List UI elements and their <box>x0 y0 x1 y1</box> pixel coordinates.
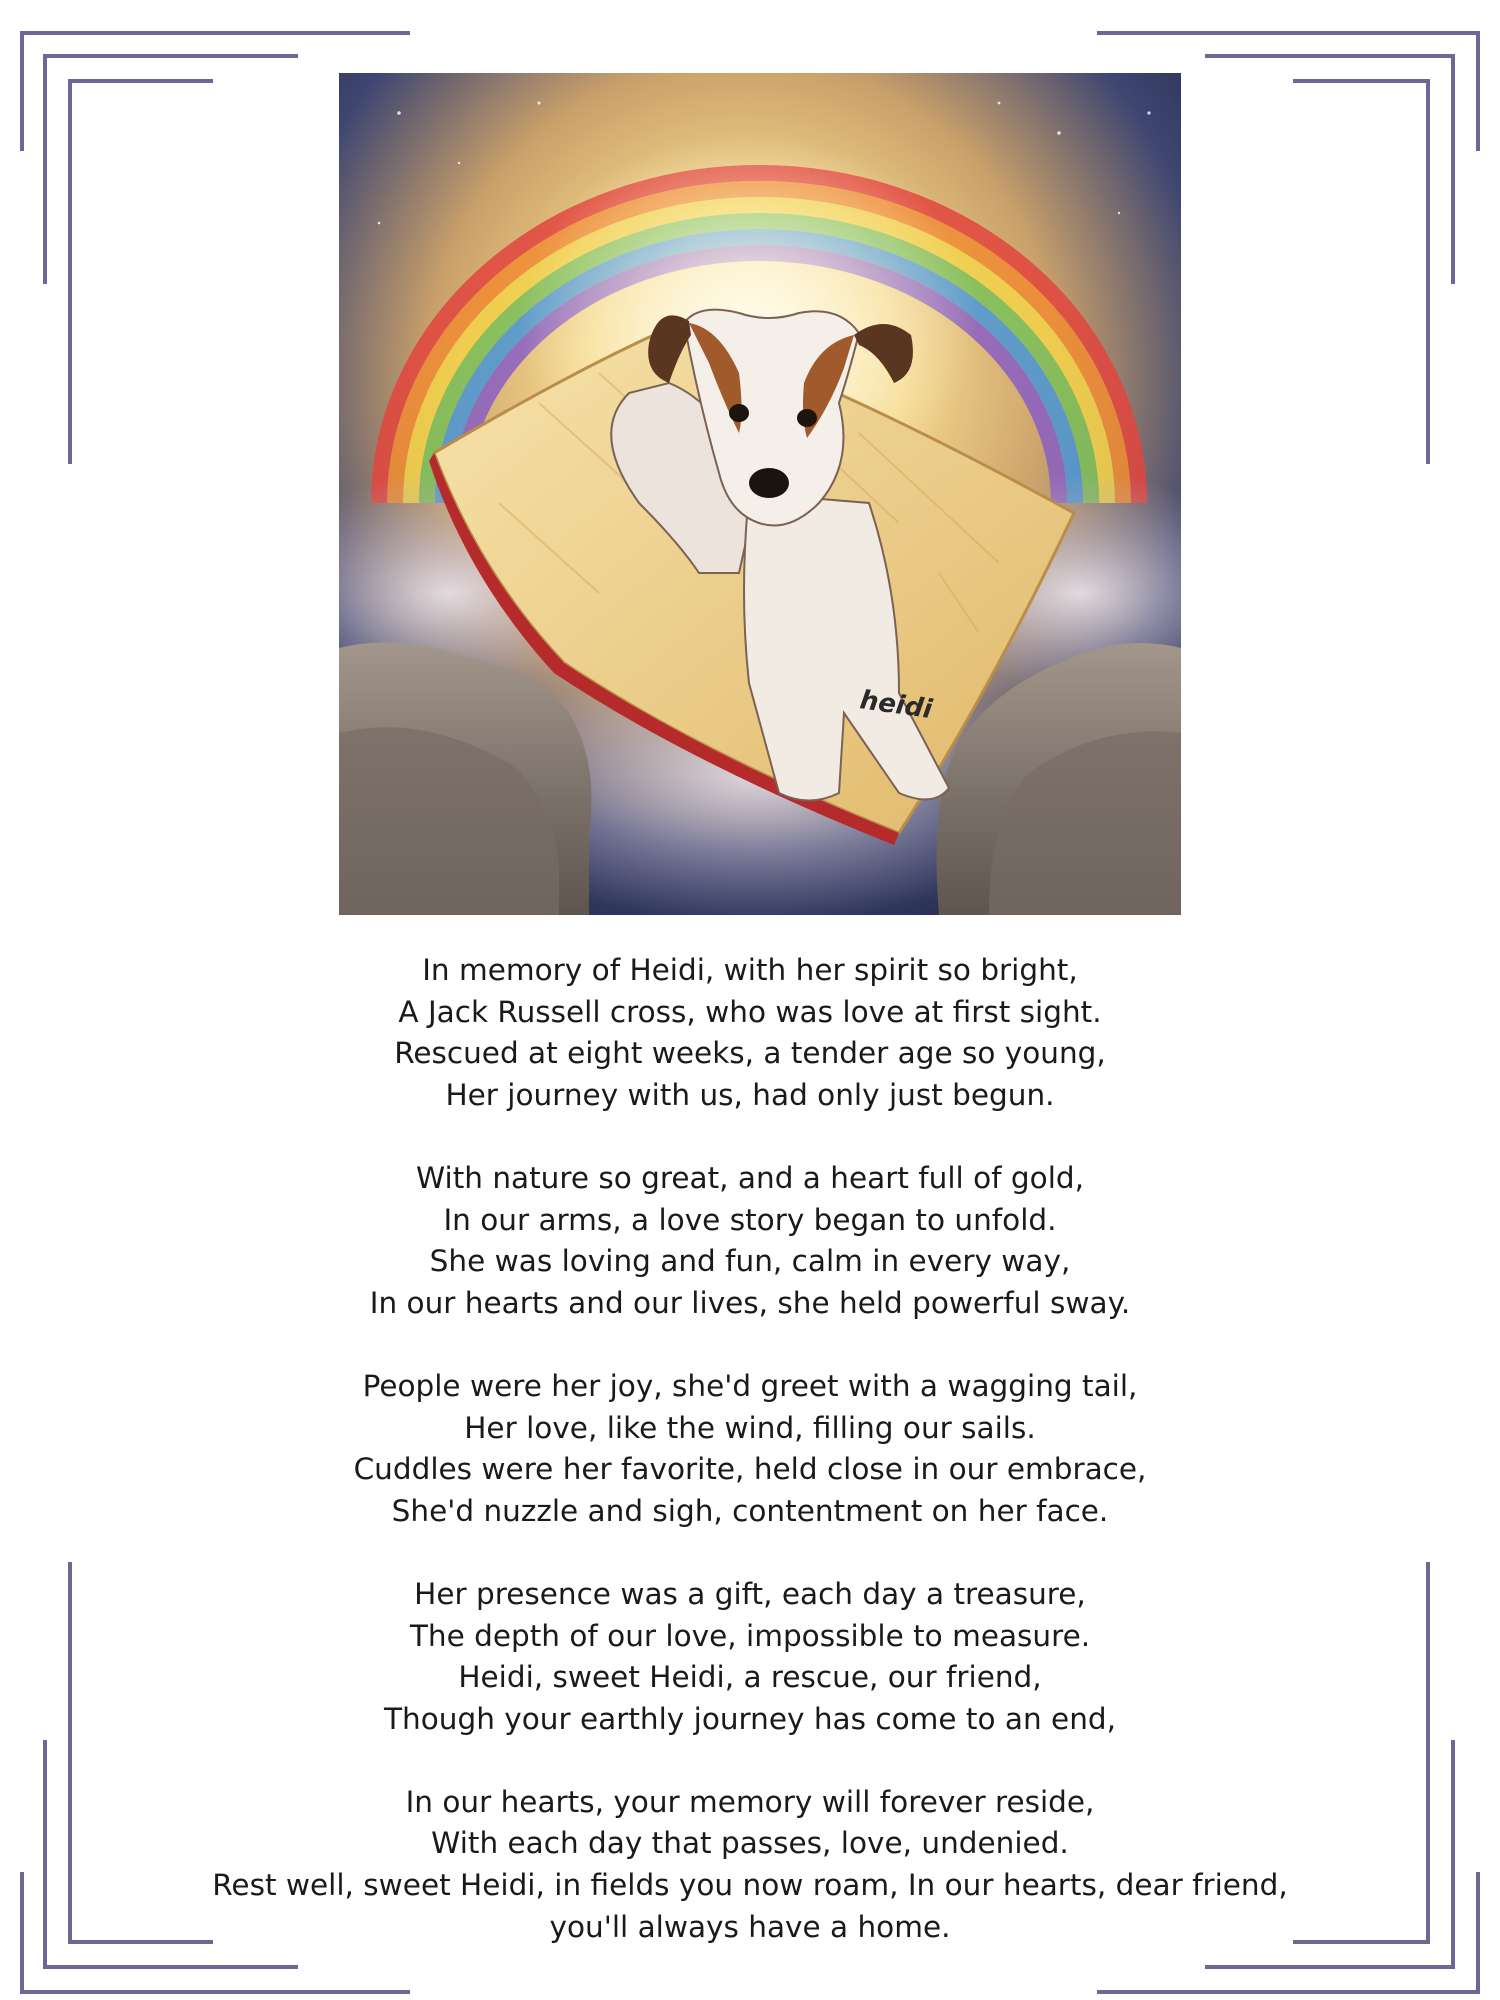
poem-line: She'd nuzzle and sigh, contentment on her face. <box>391 1493 1109 1528</box>
memorial-poem <box>160 950 1340 1948</box>
poem-line: Rest well, sweet Heidi, in fields you now roam, In our hearts, dear friend, <box>212 1868 1288 1903</box>
poem-stanza <box>160 1574 1340 1740</box>
poem-line: Her journey with us, had only just begun. <box>445 1077 1055 1112</box>
poem-stanza <box>160 1366 1340 1532</box>
poem-line: With nature so great, and a heart full of gold, <box>415 1160 1084 1195</box>
poem-line: Her love, like the wind, filling our sails. <box>464 1410 1036 1445</box>
pillow-label: heidi <box>858 685 935 726</box>
poem-line: Heidi, sweet Heidi, a rescue, our friend, <box>458 1660 1042 1695</box>
poem-stanza <box>160 950 1340 1116</box>
poem-line: In our hearts and our lives, she held powerful sway. <box>369 1285 1131 1320</box>
poem-line: People were her joy, she'd greet with a wagging tail, <box>362 1368 1138 1403</box>
poem-line: The depth of our love, impossible to measure. <box>409 1618 1091 1653</box>
poem-line: In our arms, a love story began to unfold. <box>443 1202 1057 1237</box>
poem-line: In our hearts, your memory will forever reside, <box>405 1784 1095 1819</box>
poem-line: A Jack Russell cross, who was love at first sight. <box>398 994 1102 1029</box>
poem-line: She was loving and fun, calm in every way, <box>429 1244 1071 1279</box>
poem-line: In memory of Heidi, with her spirit so bright, <box>422 953 1078 987</box>
poem-line: Cuddles were her favorite, held close in our embrace, <box>353 1452 1147 1487</box>
poem-line: With each day that passes, love, undenied. <box>431 1826 1069 1861</box>
poem-line: you'll always have a home. <box>549 1909 951 1944</box>
memorial-portrait <box>339 73 1181 915</box>
poem-stanza <box>160 1158 1340 1324</box>
poem-line: Her presence was a gift, each day a treasure, <box>414 1576 1086 1611</box>
poem-line: Though your earthly journey has come to an end, <box>384 1701 1116 1736</box>
poem-line: Rescued at eight weeks, a tender age so young, <box>394 1036 1106 1071</box>
poem-stanza <box>160 1782 1340 1948</box>
